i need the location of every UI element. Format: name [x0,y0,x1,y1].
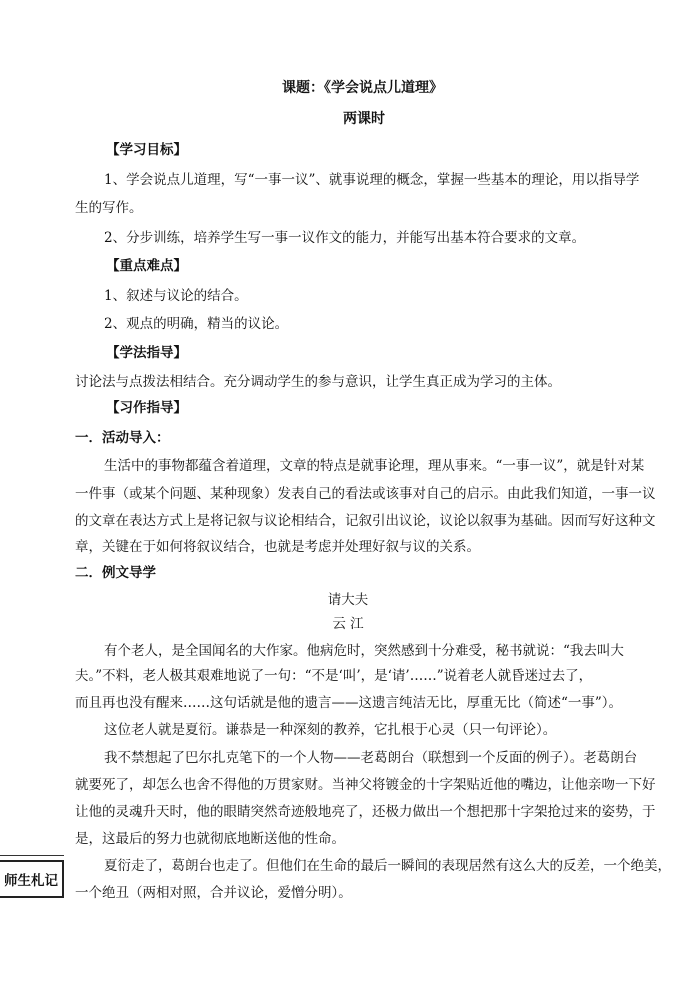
example-para-3-line-2: 就要死了，却怎么也舍不得他的万贯家财。当神父将镀金的十字架贴近他的嘴边，让他亲吻一下好 [75,777,656,793]
example-para-3-line-3: 让他的灵魂升天时，他的眼睛突然奇迹般地亮了，还极力做出一个想把那十字架抢过来的姿势，于 [75,804,656,820]
section-heading-objectives: 【学习目标】 [106,142,187,158]
objective-1-line-2: 生的写作。 [75,200,143,216]
margin-notes-box [0,860,64,898]
example-para-1-line-3: 而且再也没有醒来……这句话就是他的遗言——这遗言纯洁无比，厚重无比（简述“一事”）。 [75,695,623,711]
example-title: 请大夫 [327,592,369,608]
intro-paragraph-line-1: 生活中的事物都蕴含着道理，文章的特点是就事论理，理从事来。“一事一议”，就是针对某 [104,458,645,474]
method-text: 讨论法与点拨法相结合。充分调动学生的参与意识，让学生真正成为学习的主体。 [75,374,561,390]
section-heading-method: 【学法指导】 [106,345,187,361]
objective-1-line-1: 1、学会说点儿道理，写“一事一议”、就事说理的概念，掌握一些基本的理论，用以指导学 [104,172,640,188]
intro-paragraph-line-3: 的文章在表达方式上是将记叙与议论相结合，记叙引出议论，议论以叙事为基础。因而写好这种文 [75,513,656,529]
lesson-title: 课题：《学会说点儿道理》 [282,80,443,96]
example-para-4-line-2: 一个绝丑（两相对照，合并议论，爱憎分明）。 [75,885,352,901]
keypoint-2: 2、观点的明确，精当的议论。 [104,316,289,332]
section-heading-keypoints: 【重点难点】 [106,258,187,274]
margin-rule [0,855,64,856]
example-para-1-line-2: 夫。”不料，老人极其艰难地说了一句：“不是‘叫’，是‘请’……”说着老人就昏迷过去了， [75,668,593,684]
intro-paragraph-line-4: 章，关键在于如何将叙议结合，也就是考虑并处理好叙与议的关系。 [75,539,480,555]
intro-paragraph-line-2: 一件事（或某个问题、某种现象）发表自己的看法或该事对自己的启示。由此我们知道，一事一议 [75,486,656,502]
example-para-3-line-1: 我不禁想起了巴尔扎克笔下的一个人物——老葛朗台（联想到一个反面的例子）。老葛朗台 [104,750,638,766]
objective-2: 2、分步训练，培养学生写一事一议作文的能力，并能写出基本符合要求的文章。 [104,230,586,246]
part-1-heading: 一．活动导入： [75,430,170,446]
section-heading-guide: 【习作指导】 [106,400,187,416]
lesson-duration: 两课时 [343,111,385,127]
keypoint-1: 1、叙述与议论的结合。 [104,288,248,304]
part-2-heading: 二．例文导学 [75,565,156,581]
example-para-1-line-1: 有个老人，是全国闻名的大作家。他病危时，突然感到十分难受，秘书就说：“我去叫大 [104,643,624,659]
example-author: 云 江 [332,616,364,632]
example-para-2: 这位老人就是夏衍。谦恭是一种深刻的教养，它扎根于心灵（只一句评论）。 [104,722,557,738]
example-para-4-line-1: 夏衍走了，葛朗台也走了。但他们在生命的最后一瞬间的表现居然有这么大的反差，一个绝美， [104,858,671,874]
margin-notes-label: 师生札记 [4,873,58,889]
example-para-3-line-4: 是，这最后的努力也就彻底地断送他的性命。 [75,831,345,847]
